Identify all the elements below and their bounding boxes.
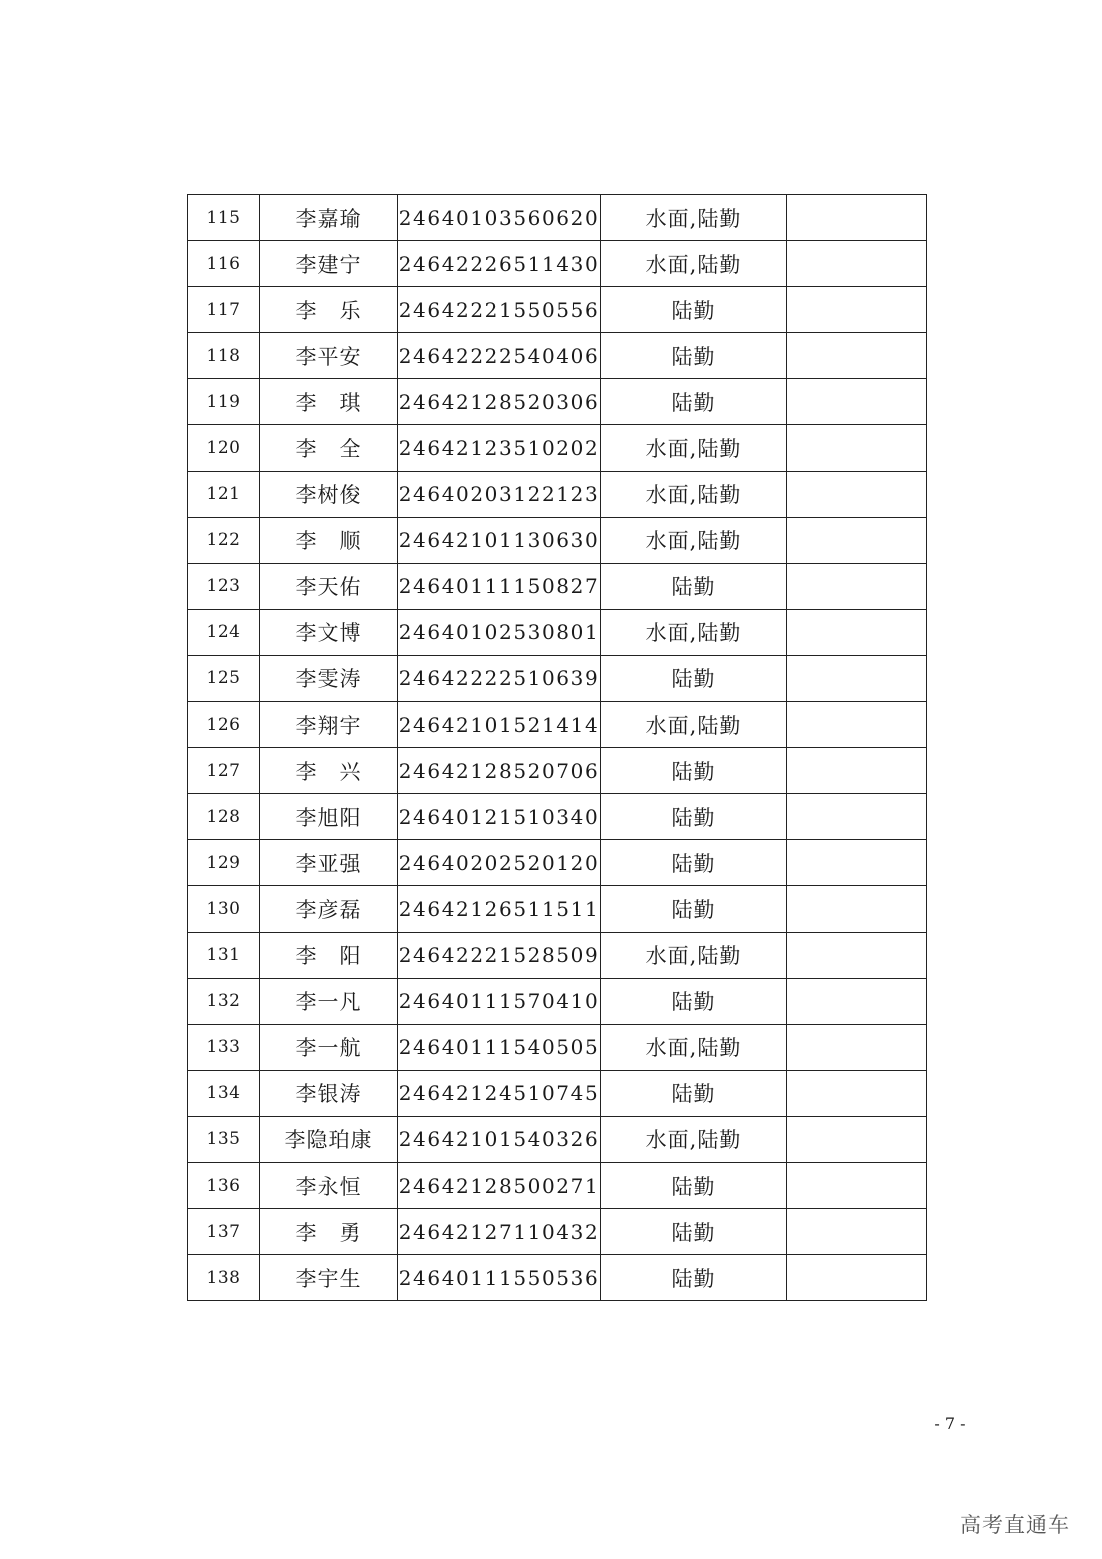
name-cell: 李雯涛 xyxy=(260,655,398,701)
row-number-cell: 130 xyxy=(188,886,260,932)
table-row xyxy=(188,241,927,287)
exam-id-cell: 24640103560620 xyxy=(398,195,601,241)
exam-id-cell: 24640111550536 xyxy=(398,1255,601,1301)
name-cell: 李天佑 xyxy=(260,563,398,609)
table-row xyxy=(188,886,927,932)
category-cell: 水面,陆勤 xyxy=(601,609,787,655)
exam-id-cell: 24642123510202 xyxy=(398,425,601,471)
category-cell: 水面,陆勤 xyxy=(601,517,787,563)
note-cell xyxy=(787,517,927,563)
row-number-cell: 121 xyxy=(188,471,260,517)
row-number-cell: 137 xyxy=(188,1209,260,1255)
note-cell xyxy=(787,471,927,517)
category-cell: 陆勤 xyxy=(601,333,787,379)
row-number-cell: 115 xyxy=(188,195,260,241)
table-row xyxy=(188,702,927,748)
name-cell: 李宇生 xyxy=(260,1255,398,1301)
row-number-cell: 123 xyxy=(188,563,260,609)
note-cell xyxy=(787,886,927,932)
exam-id-cell: 24642126511511 xyxy=(398,886,601,932)
note-cell xyxy=(787,1024,927,1070)
table-row xyxy=(188,517,927,563)
row-number-cell: 124 xyxy=(188,609,260,655)
row-number-cell: 133 xyxy=(188,1024,260,1070)
row-number-cell: 125 xyxy=(188,655,260,701)
note-cell xyxy=(787,425,927,471)
exam-id-cell: 24642101540326 xyxy=(398,1116,601,1162)
row-number-cell: 134 xyxy=(188,1070,260,1116)
note-cell xyxy=(787,978,927,1024)
name-cell: 李 乐 xyxy=(260,287,398,333)
name-cell: 李一凡 xyxy=(260,978,398,1024)
name-cell: 李树俊 xyxy=(260,471,398,517)
roster-table xyxy=(187,194,927,1301)
category-cell: 水面,陆勤 xyxy=(601,932,787,978)
category-cell: 水面,陆勤 xyxy=(601,1116,787,1162)
note-cell xyxy=(787,287,927,333)
row-number-cell: 122 xyxy=(188,517,260,563)
category-cell: 陆勤 xyxy=(601,1255,787,1301)
exam-id-cell: 24640111540505 xyxy=(398,1024,601,1070)
table-row xyxy=(188,1116,927,1162)
row-number-cell: 135 xyxy=(188,1116,260,1162)
exam-id-cell: 24642101130630 xyxy=(398,517,601,563)
page-number: - 7 - xyxy=(934,1414,966,1433)
category-cell: 水面,陆勤 xyxy=(601,471,787,517)
category-cell: 陆勤 xyxy=(601,563,787,609)
row-number-cell: 117 xyxy=(188,287,260,333)
row-number-cell: 136 xyxy=(188,1162,260,1208)
row-number-cell: 129 xyxy=(188,840,260,886)
row-number-cell: 116 xyxy=(188,241,260,287)
row-number-cell: 118 xyxy=(188,333,260,379)
category-cell: 水面,陆勤 xyxy=(601,702,787,748)
note-cell xyxy=(787,1255,927,1301)
name-cell: 李 顺 xyxy=(260,517,398,563)
table-row xyxy=(188,794,927,840)
table-row xyxy=(188,1070,927,1116)
exam-id-cell: 24640111150827 xyxy=(398,563,601,609)
category-cell: 陆勤 xyxy=(601,1162,787,1208)
note-cell xyxy=(787,1162,927,1208)
name-cell: 李 全 xyxy=(260,425,398,471)
note-cell xyxy=(787,702,927,748)
table-row xyxy=(188,563,927,609)
table-row xyxy=(188,1255,927,1301)
name-cell: 李建宁 xyxy=(260,241,398,287)
table-row xyxy=(188,748,927,794)
note-cell xyxy=(787,655,927,701)
row-number-cell: 119 xyxy=(188,379,260,425)
note-cell xyxy=(787,379,927,425)
table-row xyxy=(188,1162,927,1208)
exam-id-cell: 24642101521414 xyxy=(398,702,601,748)
table-row xyxy=(188,471,927,517)
row-number-cell: 128 xyxy=(188,794,260,840)
name-cell: 李 勇 xyxy=(260,1209,398,1255)
table-row xyxy=(188,425,927,471)
table-row xyxy=(188,379,927,425)
note-cell xyxy=(787,609,927,655)
category-cell: 陆勤 xyxy=(601,287,787,333)
exam-id-cell: 24642222510639 xyxy=(398,655,601,701)
name-cell: 李翔宇 xyxy=(260,702,398,748)
note-cell xyxy=(787,840,927,886)
table-row xyxy=(188,609,927,655)
category-cell: 陆勤 xyxy=(601,886,787,932)
table-row xyxy=(188,932,927,978)
note-cell xyxy=(787,241,927,287)
category-cell: 陆勤 xyxy=(601,840,787,886)
exam-id-cell: 24640102530801 xyxy=(398,609,601,655)
row-number-cell: 132 xyxy=(188,978,260,1024)
exam-id-cell: 24642128500271 xyxy=(398,1162,601,1208)
watermark-text: 高考直通车 xyxy=(960,1513,1070,1537)
table-row xyxy=(188,655,927,701)
category-cell: 陆勤 xyxy=(601,978,787,1024)
name-cell: 李永恒 xyxy=(260,1162,398,1208)
table-row xyxy=(188,1209,927,1255)
exam-id-cell: 24642221528509 xyxy=(398,932,601,978)
note-cell xyxy=(787,748,927,794)
note-cell xyxy=(787,1116,927,1162)
name-cell: 李一航 xyxy=(260,1024,398,1070)
category-cell: 陆勤 xyxy=(601,794,787,840)
exam-id-cell: 24640111570410 xyxy=(398,978,601,1024)
exam-id-cell: 24642128520706 xyxy=(398,748,601,794)
exam-id-cell: 24642128520306 xyxy=(398,379,601,425)
note-cell xyxy=(787,333,927,379)
category-cell: 陆勤 xyxy=(601,379,787,425)
table-row xyxy=(188,978,927,1024)
row-number-cell: 126 xyxy=(188,702,260,748)
note-cell xyxy=(787,794,927,840)
note-cell xyxy=(787,932,927,978)
name-cell: 李彦磊 xyxy=(260,886,398,932)
name-cell: 李银涛 xyxy=(260,1070,398,1116)
note-cell xyxy=(787,563,927,609)
table-row xyxy=(188,287,927,333)
note-cell xyxy=(787,1070,927,1116)
row-number-cell: 127 xyxy=(188,748,260,794)
row-number-cell: 120 xyxy=(188,425,260,471)
table-row xyxy=(188,1024,927,1070)
roster-table-body xyxy=(188,195,927,1301)
exam-id-cell: 24640121510340 xyxy=(398,794,601,840)
exam-id-cell: 24642221550556 xyxy=(398,287,601,333)
exam-id-cell: 24642222540406 xyxy=(398,333,601,379)
exam-id-cell: 24640202520120 xyxy=(398,840,601,886)
row-number-cell: 138 xyxy=(188,1255,260,1301)
name-cell: 李文博 xyxy=(260,609,398,655)
exam-id-cell: 24640203122123 xyxy=(398,471,601,517)
name-cell: 李 阳 xyxy=(260,932,398,978)
category-cell: 陆勤 xyxy=(601,1209,787,1255)
category-cell: 陆勤 xyxy=(601,655,787,701)
name-cell: 李 兴 xyxy=(260,748,398,794)
category-cell: 水面,陆勤 xyxy=(601,1024,787,1070)
category-cell: 水面,陆勤 xyxy=(601,241,787,287)
exam-id-cell: 24642127110432 xyxy=(398,1209,601,1255)
note-cell xyxy=(787,195,927,241)
name-cell: 李嘉瑜 xyxy=(260,195,398,241)
table-row xyxy=(188,195,927,241)
table-row xyxy=(188,333,927,379)
category-cell: 水面,陆勤 xyxy=(601,425,787,471)
exam-id-cell: 24642124510745 xyxy=(398,1070,601,1116)
exam-id-cell: 24642226511430 xyxy=(398,241,601,287)
name-cell: 李亚强 xyxy=(260,840,398,886)
category-cell: 水面,陆勤 xyxy=(601,195,787,241)
name-cell: 李隐珀康 xyxy=(260,1116,398,1162)
name-cell: 李 琪 xyxy=(260,379,398,425)
category-cell: 陆勤 xyxy=(601,748,787,794)
category-cell: 陆勤 xyxy=(601,1070,787,1116)
name-cell: 李旭阳 xyxy=(260,794,398,840)
note-cell xyxy=(787,1209,927,1255)
table-row xyxy=(188,840,927,886)
name-cell: 李平安 xyxy=(260,333,398,379)
row-number-cell: 131 xyxy=(188,932,260,978)
